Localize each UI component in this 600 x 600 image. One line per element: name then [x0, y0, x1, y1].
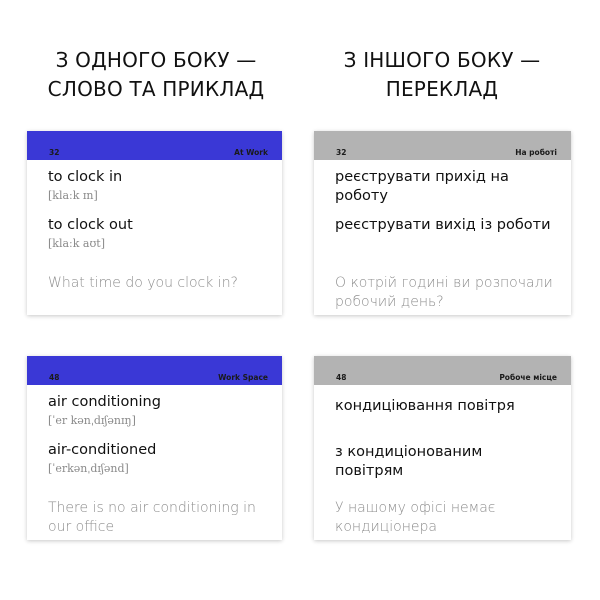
pronunciation: [klaːk ɪn]: [48, 189, 98, 202]
card-number: 48: [336, 373, 347, 382]
term: реєструвати вихід із роботи: [335, 217, 551, 233]
card-topic: Робоче місце: [499, 373, 557, 382]
back-heading-line1: З ІНШОГО БОКУ —: [343, 48, 541, 72]
card-header: [27, 356, 282, 385]
front-heading-line1: З ОДНОГО БОКУ —: [55, 48, 257, 72]
term: з кондиціонованим повітрям: [335, 444, 483, 479]
card-topic: At Work: [234, 148, 268, 157]
flashcard-back-32: [314, 131, 571, 315]
card-topic: Work Space: [218, 373, 268, 382]
card-body: [48, 385, 270, 540]
front-side-heading: [6, 46, 306, 104]
flashcard-back-48: [314, 356, 571, 540]
card-number: 32: [336, 148, 347, 157]
card-body: [335, 385, 559, 540]
front-heading-line2: СЛОВО ТА ПРИКЛАД: [47, 77, 265, 101]
term: кондиціювання повітря: [335, 398, 515, 414]
card-topic: На роботі: [515, 148, 557, 157]
example-sentence: У нашому офісі немає кондиціонера: [335, 500, 496, 535]
pronunciation: [ˈerkənˌdɪʃənd]: [48, 462, 129, 475]
pronunciation: [ˈer kənˌdɪʃənɪŋ]: [48, 414, 136, 427]
example-sentence: What time do you clock in?: [48, 275, 238, 291]
back-heading-line2: ПЕРЕКЛАД: [385, 77, 499, 101]
flashcard-front-48: [27, 356, 282, 540]
card-header: [314, 131, 571, 160]
card-number: 48: [49, 373, 60, 382]
card-header: [27, 131, 282, 160]
term: air-conditioned: [48, 442, 157, 458]
term: to clock out: [48, 217, 133, 233]
term: air conditioning: [48, 394, 161, 410]
pronunciation: [klaːk aʊt]: [48, 237, 105, 250]
card-body: [335, 160, 559, 315]
card-header: [314, 356, 571, 385]
back-side-heading: [292, 46, 592, 104]
example-sentence: О котрій годині ви розпочали робочий день?: [335, 275, 553, 310]
card-number: 32: [49, 148, 60, 157]
card-body: [48, 160, 270, 315]
example-sentence: There is no air conditioning in our office: [48, 500, 256, 535]
flashcard-front-32: [27, 131, 282, 315]
term: реєструвати прихід на роботу: [335, 169, 509, 204]
term: to clock in: [48, 169, 123, 185]
